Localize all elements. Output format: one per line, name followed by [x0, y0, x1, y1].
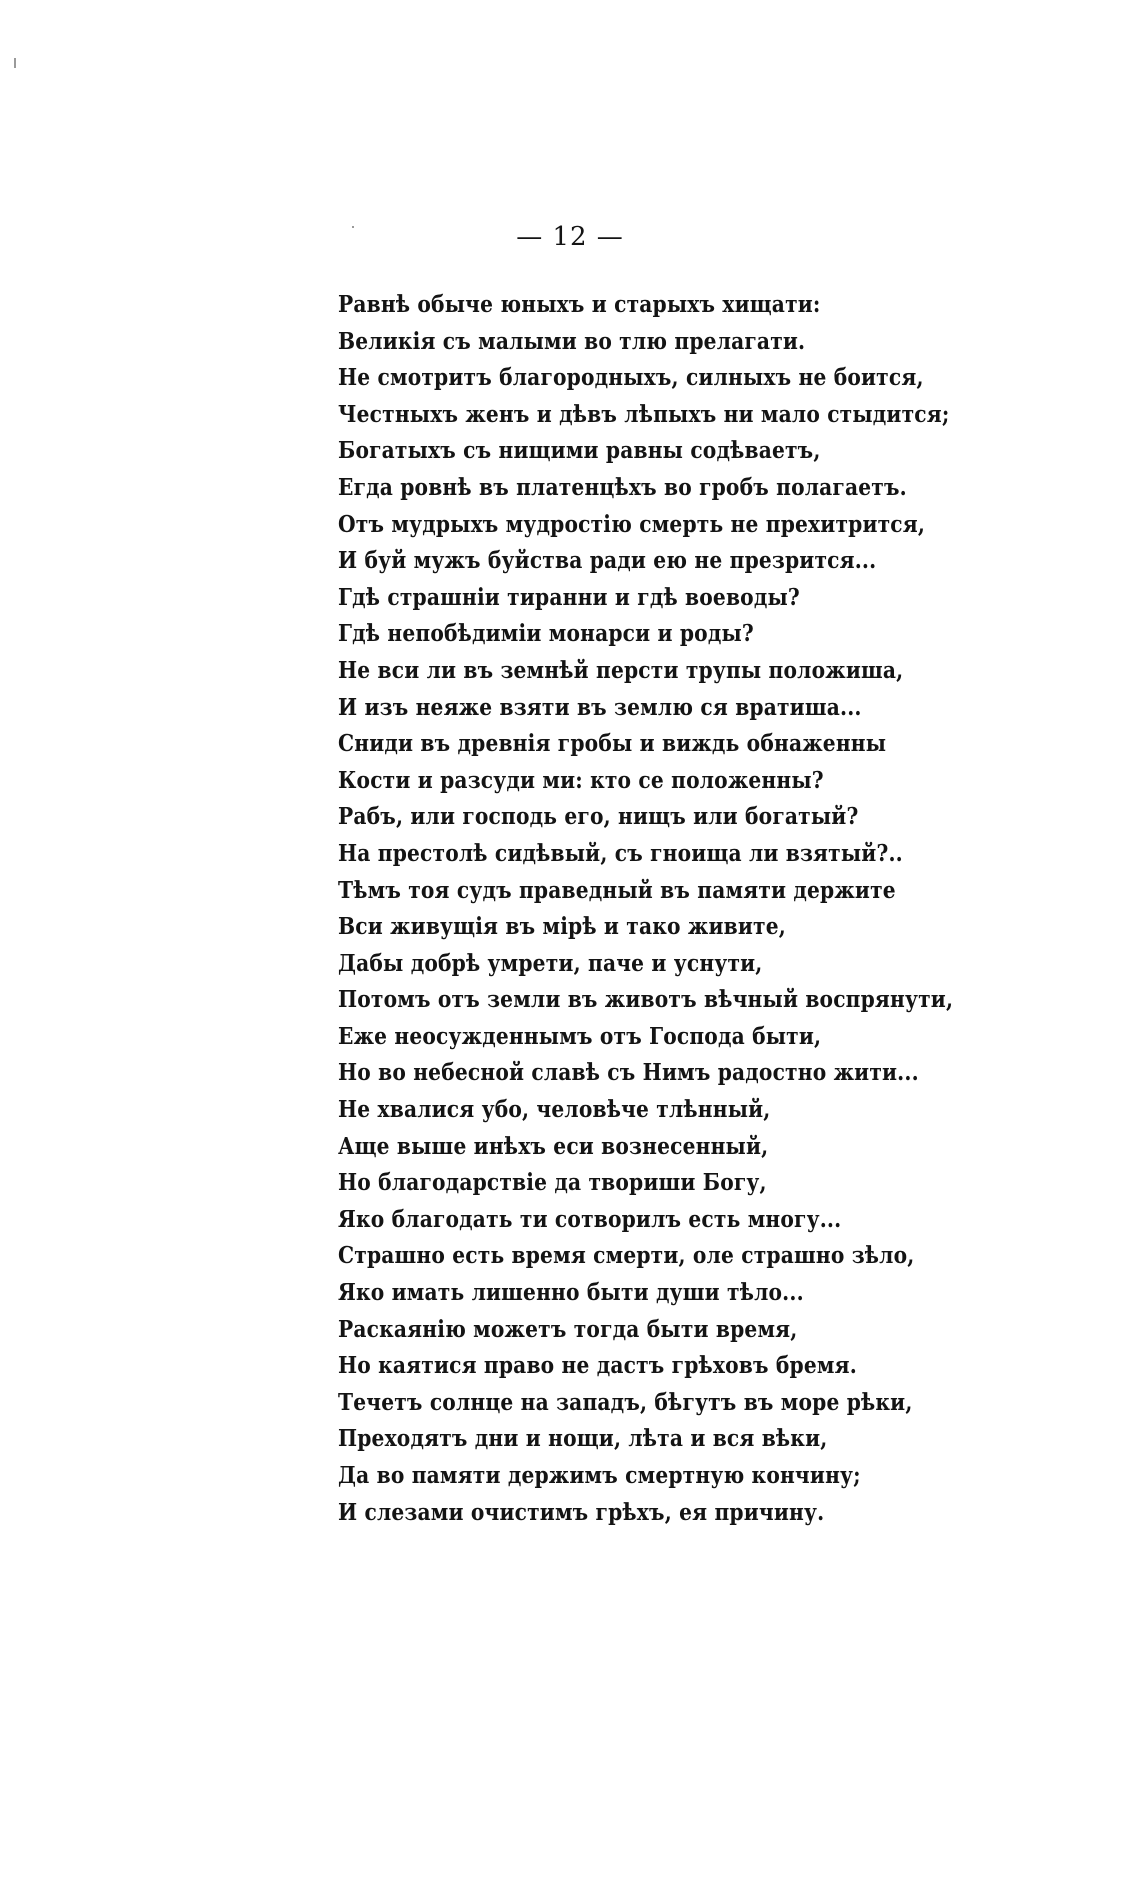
- poem-line: Преходятъ дни и нощи, лѣта и вся вѣки,: [338, 1424, 828, 1453]
- poem-line: Но во небесной славѣ съ Нимъ радостно жити...: [338, 1058, 919, 1087]
- poem-line: Но каятися право не дастъ грѣховъ бремя.: [338, 1351, 857, 1380]
- poem-line: Яко имать лишенно быти души тѣло...: [338, 1278, 804, 1307]
- poem-line: Течетъ солнце на западъ, бѣгутъ въ море рѣки,: [338, 1387, 913, 1416]
- poem-line: Равнѣ обыче юныхъ и старыхъ хищати:: [338, 290, 821, 318]
- poem-line: Еже неосужденнымъ отъ Господа быти,: [338, 1021, 822, 1050]
- poem-line: И буй мужъ буйства ради ею не презрится...: [338, 546, 877, 575]
- poem-line: Рабъ, или господь его, нищъ или богатый?: [338, 802, 859, 831]
- page-number: — 12 —: [516, 222, 624, 252]
- poem-text: [338, 286, 1058, 1530]
- poem-line: Дабы добрѣ умрети, паче и уснути,: [338, 948, 763, 977]
- poem-line: Яко благодать ти сотворилъ есть многу...: [338, 1204, 842, 1233]
- poem-line: Гдѣ страшніи тиранни и гдѣ воеводы?: [338, 582, 800, 611]
- poem-line: Не хвалися убо, человѣче тлѣнный,: [338, 1095, 771, 1124]
- poem-line: Да во памяти держимъ смертную кончину;: [338, 1461, 861, 1489]
- poem-line: Великія съ малыми во тлю прелагати.: [338, 326, 806, 355]
- poem-line: Егда ровнѣ въ платенцѣхъ во гробъ полагаетъ.: [338, 472, 907, 501]
- poem-line: Тѣмъ тоя судъ праведный въ памяти держите: [338, 875, 896, 904]
- poem-line: Честныхъ женъ и дѣвъ лѣпыхъ ни мало стыдится;: [338, 399, 950, 428]
- scan-speck: [14, 58, 16, 68]
- poem-line: Аще выше инѣхъ еси вознесенный,: [338, 1131, 769, 1160]
- poem-line: Но благодарствіе да твориши Богу,: [338, 1168, 767, 1197]
- poem-line: Потомъ отъ земли въ животъ вѣчный воспрянути,: [338, 985, 954, 1014]
- poem-line: И изъ неяже взяти въ землю ся вратиша...: [338, 692, 862, 721]
- poem-line: Отъ мудрыхъ мудростію смерть не прехитрится,: [338, 509, 926, 538]
- poem-line: Сниди въ древнія гробы и виждь обнаженны: [338, 729, 887, 758]
- poem-line: Вси живущія въ мірѣ и тако живите,: [338, 912, 786, 941]
- poem-line: Страшно есть время смерти, оле страшно зѣло,: [338, 1241, 915, 1270]
- poem-line: И слезами очистимъ грѣхъ, ея причину.: [338, 1497, 825, 1526]
- poem-line: Богатыхъ съ нищими равны содѣваетъ,: [338, 436, 821, 465]
- poem-line: Не смотритъ благородныхъ, силныхъ не боится,: [338, 363, 924, 392]
- poem-line: Гдѣ непобѣдиміи монарси и роды?: [338, 619, 754, 648]
- poem-line: Кости и разсуди ми: кто се положенны?: [338, 765, 824, 794]
- poem-line: Раскаянію можетъ тогда быти время,: [338, 1314, 798, 1343]
- poem-line: Не вси ли въ земнѣй персти трупы положиша,: [338, 655, 904, 684]
- poem-line: На престолѣ сидѣвый, съ гноища ли взятый?..: [338, 838, 903, 867]
